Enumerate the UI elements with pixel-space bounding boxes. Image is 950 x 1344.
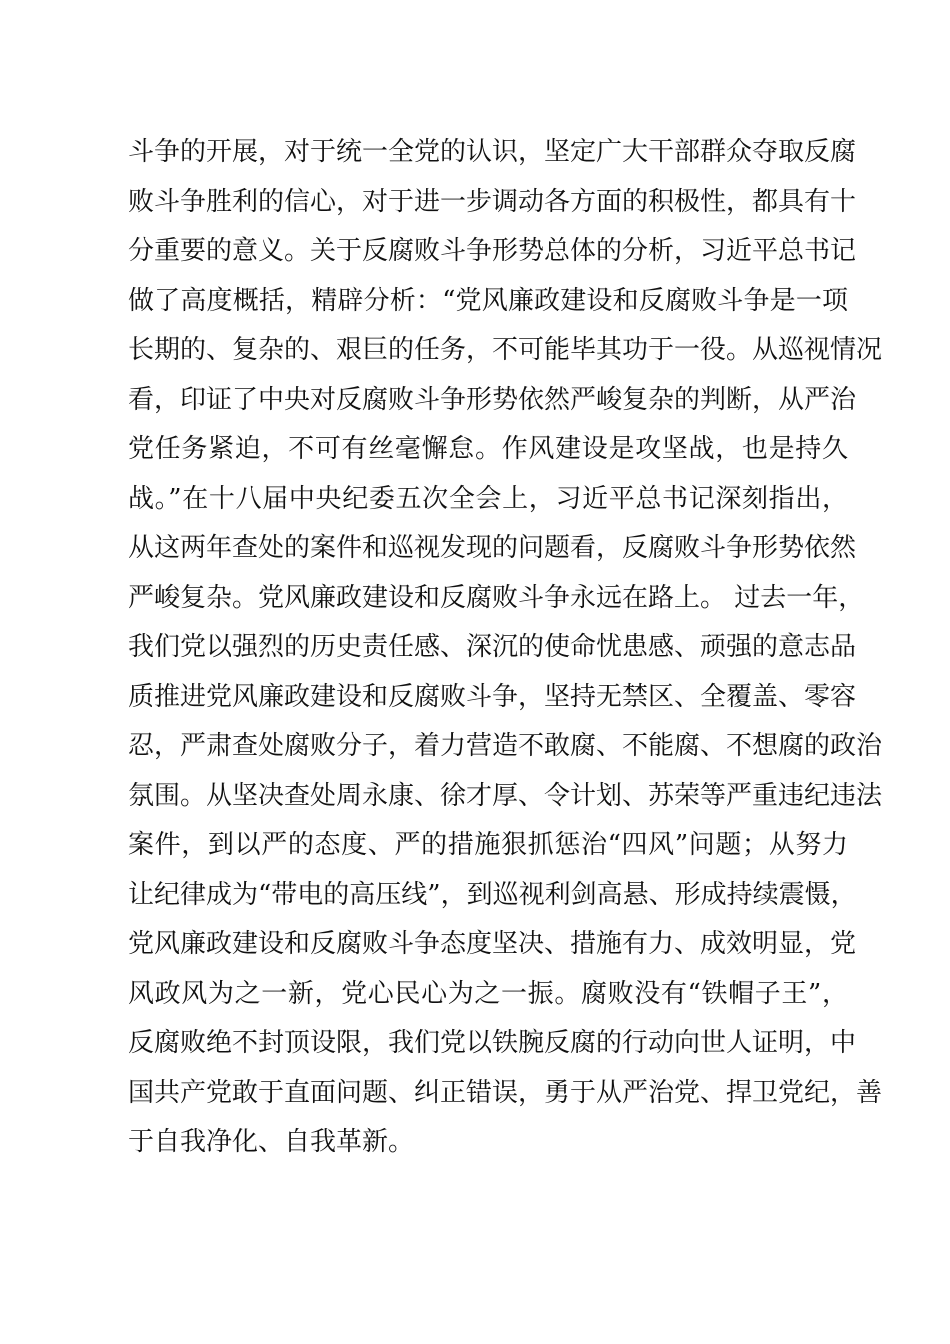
text-line: 分重要的意义。关于反腐败斗争形势总体的分析，习近平总书记 — [128, 236, 857, 266]
text-line: 败斗争胜利的信心，对于进一步调动各方面的积极性，都具有十 — [128, 186, 857, 217]
body-paragraph — [128, 128, 883, 1168]
text-line: 长期的、复杂的、艰巨的任务，不可能毕其功于一役。从巡视情况 — [128, 335, 883, 365]
text-line: 让纪律成为“带电的高压线”，到巡视利剑高悬、形成持续震慑， — [128, 879, 857, 910]
text-line: 氛围。从坚决查处周永康、徐才厚、令计划、苏荣等严重违纪违法 — [128, 780, 883, 811]
text-line: 于自我净化、自我革新。 — [128, 1127, 415, 1157]
text-line: 质推进党风廉政建设和反腐败斗争，坚持无禁区、全覆盖、零容 — [128, 681, 857, 712]
text-line: 严峻复杂。党风廉政建设和反腐败斗争永远在路上。 过去一年， — [128, 582, 865, 613]
text-line: 我们党以强烈的历史责任感、深沉的使命忧患感、顽强的意志品 — [128, 632, 857, 662]
text-line: 看，印证了中央对反腐败斗争形势依然严峻复杂的判断，从严治 — [128, 384, 857, 415]
text-line: 风政风为之一新，党心民心为之一振。腐败没有“铁帽子王”， — [128, 978, 848, 1009]
text-line: 斗争的开展，对于统一全党的认识，坚定广大干部群众夺取反腐 — [128, 137, 857, 167]
text-line: 党任务紧迫，不可有丝毫懈怠。作风建设是攻坚战，也是持久 — [128, 434, 848, 464]
text-line: 国共产党敢于直面问题、纠正错误，勇于从严治党、捍卫党纪，善 — [128, 1077, 883, 1108]
text-line: 从这两年查处的案件和巡视发现的问题看，反腐败斗争形势依然 — [128, 533, 857, 563]
text-line: 反腐败绝不封顶设限，我们党以铁腕反腐的行动向世人证明，中 — [128, 1028, 857, 1058]
text-line: 做了高度概括，精辟分析：“党风廉政建设和反腐败斗争是一项 — [128, 285, 848, 316]
text-line: 战。”在十八届中央纪委五次全会上，习近平总书记深刻指出， — [128, 483, 848, 514]
text-line: 案件，到以严的态度、严的措施狠抓惩治“四风”问题；从努力 — [128, 830, 848, 860]
text-line: 忍，严肃查处腐败分子，着力营造不敢腐、不能腐、不想腐的政治 — [128, 731, 883, 761]
text-line: 党风廉政建设和反腐败斗争态度坚决、措施有力、成效明显，党 — [128, 929, 857, 959]
